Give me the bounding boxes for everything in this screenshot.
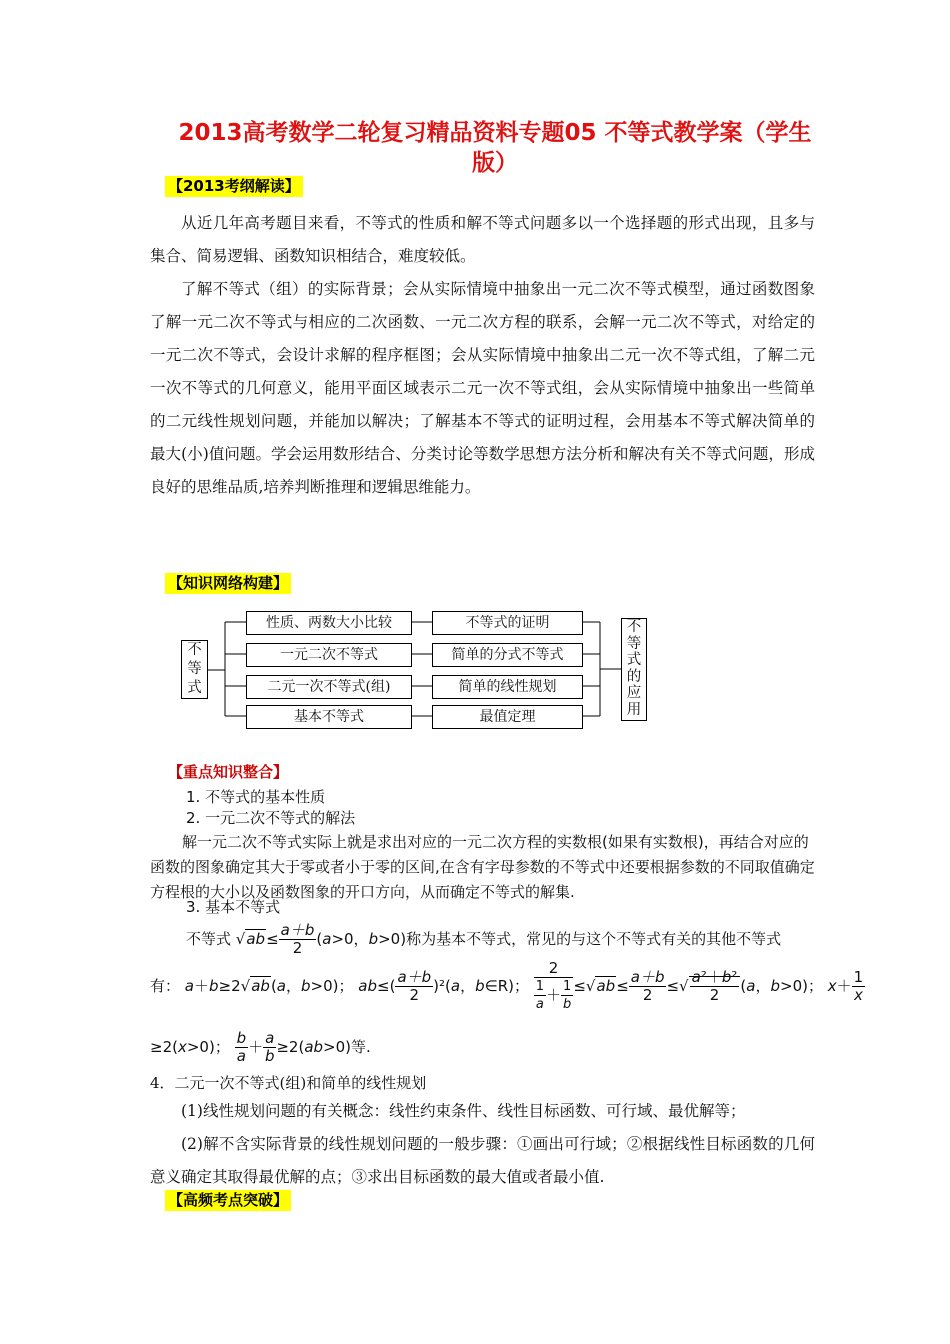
related-inequalities-end: 等. xyxy=(351,1038,371,1056)
section-heading-outline: 【2013考纲解读】 xyxy=(165,176,303,197)
outline-paragraph-1: 从近几年高考题目来看，不等式的性质和解不等式问题多以一个选择题的形式出现，且多与集合、简易逻辑、函数知识相结合，难度较低。 xyxy=(150,214,815,265)
diagram-box-fractional: 简单的分式不等式 xyxy=(432,643,583,667)
related-inequalities-line-1 xyxy=(150,960,865,1013)
section-heading-key: 【重点知识整合】 xyxy=(168,763,289,781)
basic-inequality-suffix: 称为基本不等式，常见的与这个不等式有关的其他不等式 xyxy=(406,930,782,948)
outline-paragraph-2: 了解不等式（组）的实际背景；会从实际情境中抽象出一元二次不等式模型，通过函数图象了解一元二次不等式与相应的二次函数、一元二次方程的联系，会解一元二次不等式，对给定的一元二次不等式，会设计求解的程序框图；会从实际情境中抽象出二元一次不等式组，了解二元一次不等式的几何意义，能用平面区域表示二元一次不等式组，会从实际情境中抽象出一些简单的二元线性规划问题，并能加以解决；了解基本不等式的证明过程，会用基本不等式解决简单的最大(小)值问题。学会运用数形结合、分类讨论等数学思想方法分析和解决有关不等式问题，形成良好的思维品质,培养判断推理和逻辑思维能力。 xyxy=(150,280,815,496)
key-item-2-paragraph: 解一元二次不等式实际上就是求出对应的一元二次方程的实数根(如果有实数根)，再结合对应的函数的图象确定其大于零或者小于零的区间,在含有字母参数的不等式中还要根据参数的不同取值确定方程根的大小以及函数图象的开口方向，从而确定不等式的解集. xyxy=(150,833,815,901)
diagram-box-quadratic: 一元二次不等式 xyxy=(246,643,412,667)
diagram-root-box xyxy=(181,640,208,699)
diagram-box-properties: 性质、两数大小比较 xyxy=(246,611,412,635)
key-item-2-text xyxy=(150,830,818,905)
diagram-application-box xyxy=(621,618,647,721)
section-heading-high-frequency: 【高频考点突破】 xyxy=(165,1190,291,1211)
formula-reciprocal: x＋ $\frac{1}{x}$ xyxy=(827,968,864,1004)
section-heading-network: 【知识网络构建】 xyxy=(165,573,291,594)
lp-paragraph-1: (1)线性规划问题的有关概念：线性约束条件、线性目标函数、可行域、最优解等； xyxy=(181,1102,746,1120)
diagram-box-linear-programming: 简单的线性规划 xyxy=(432,675,583,699)
related-inequalities-intro: 有： xyxy=(150,977,181,995)
basic-inequality-line xyxy=(186,922,781,957)
diagram-box-proof: 不等式的证明 xyxy=(432,611,583,635)
diagram-box-linear-system: 二元一次不等式(组) xyxy=(246,675,412,699)
basic-inequality-prefix: 不等式 xyxy=(186,930,232,948)
formula-ratio: $\frac{b}{a}$ ＋ $\frac{a}{b}$ ≥2(ab>0) xyxy=(236,1029,352,1065)
key-item-2: 2. 一元二次不等式的解法 xyxy=(186,809,356,827)
lp-heading: 4．二元一次不等式(组)和简单的线性规划 xyxy=(150,1074,427,1092)
lp-paragraph-2: (2)解不含实际背景的线性规划问题的一般步骤：①画出可行域；②根据线性目标函数的几何意义确定其取得最优解的点；③求出目标函数的最大值或者最小值. xyxy=(150,1135,815,1186)
diagram-box-basic-inequality: 基本不等式 xyxy=(246,705,412,729)
key-item-1: 1. 不等式的基本性质 xyxy=(186,788,326,806)
key-item-3: 3. 基本不等式 xyxy=(186,898,281,916)
title-line-1: 2013高考数学二轮复习精品资料专题05 不等式教学案（学生 xyxy=(178,120,812,146)
formula-am-gm: a＋b≥2√ab(a，b>0)； xyxy=(184,977,354,995)
basic-inequality-formula: √ab≤ $\frac{a+b}{2}$ (a>0，b>0) xyxy=(235,921,407,957)
related-inequalities-line-2 xyxy=(150,1030,371,1065)
diagram-application-label: 不等式的应用 xyxy=(626,619,642,718)
title-line-2: 版） xyxy=(472,150,518,176)
formula-mean-chain: 2 $\frac{1}{a}$ ＋ $\frac{1}{b}$ ≤√ab≤ $\frac{a+b}{2}$ ≤√ $\frac{\text{a²＋b²}}{2}$ (a，b>0)； xyxy=(535,959,823,1012)
diagram-root-label: 不等式 xyxy=(187,642,202,696)
diagram-box-extremum: 最值定理 xyxy=(432,705,583,729)
formula-reciprocal-tail: ≥2(x>0)； xyxy=(150,1038,230,1056)
formula-square-mean: ab≤( $\frac{a+b}{2}$ )²(a，b∈R)； xyxy=(358,968,529,1004)
lp-text xyxy=(150,1095,815,1194)
